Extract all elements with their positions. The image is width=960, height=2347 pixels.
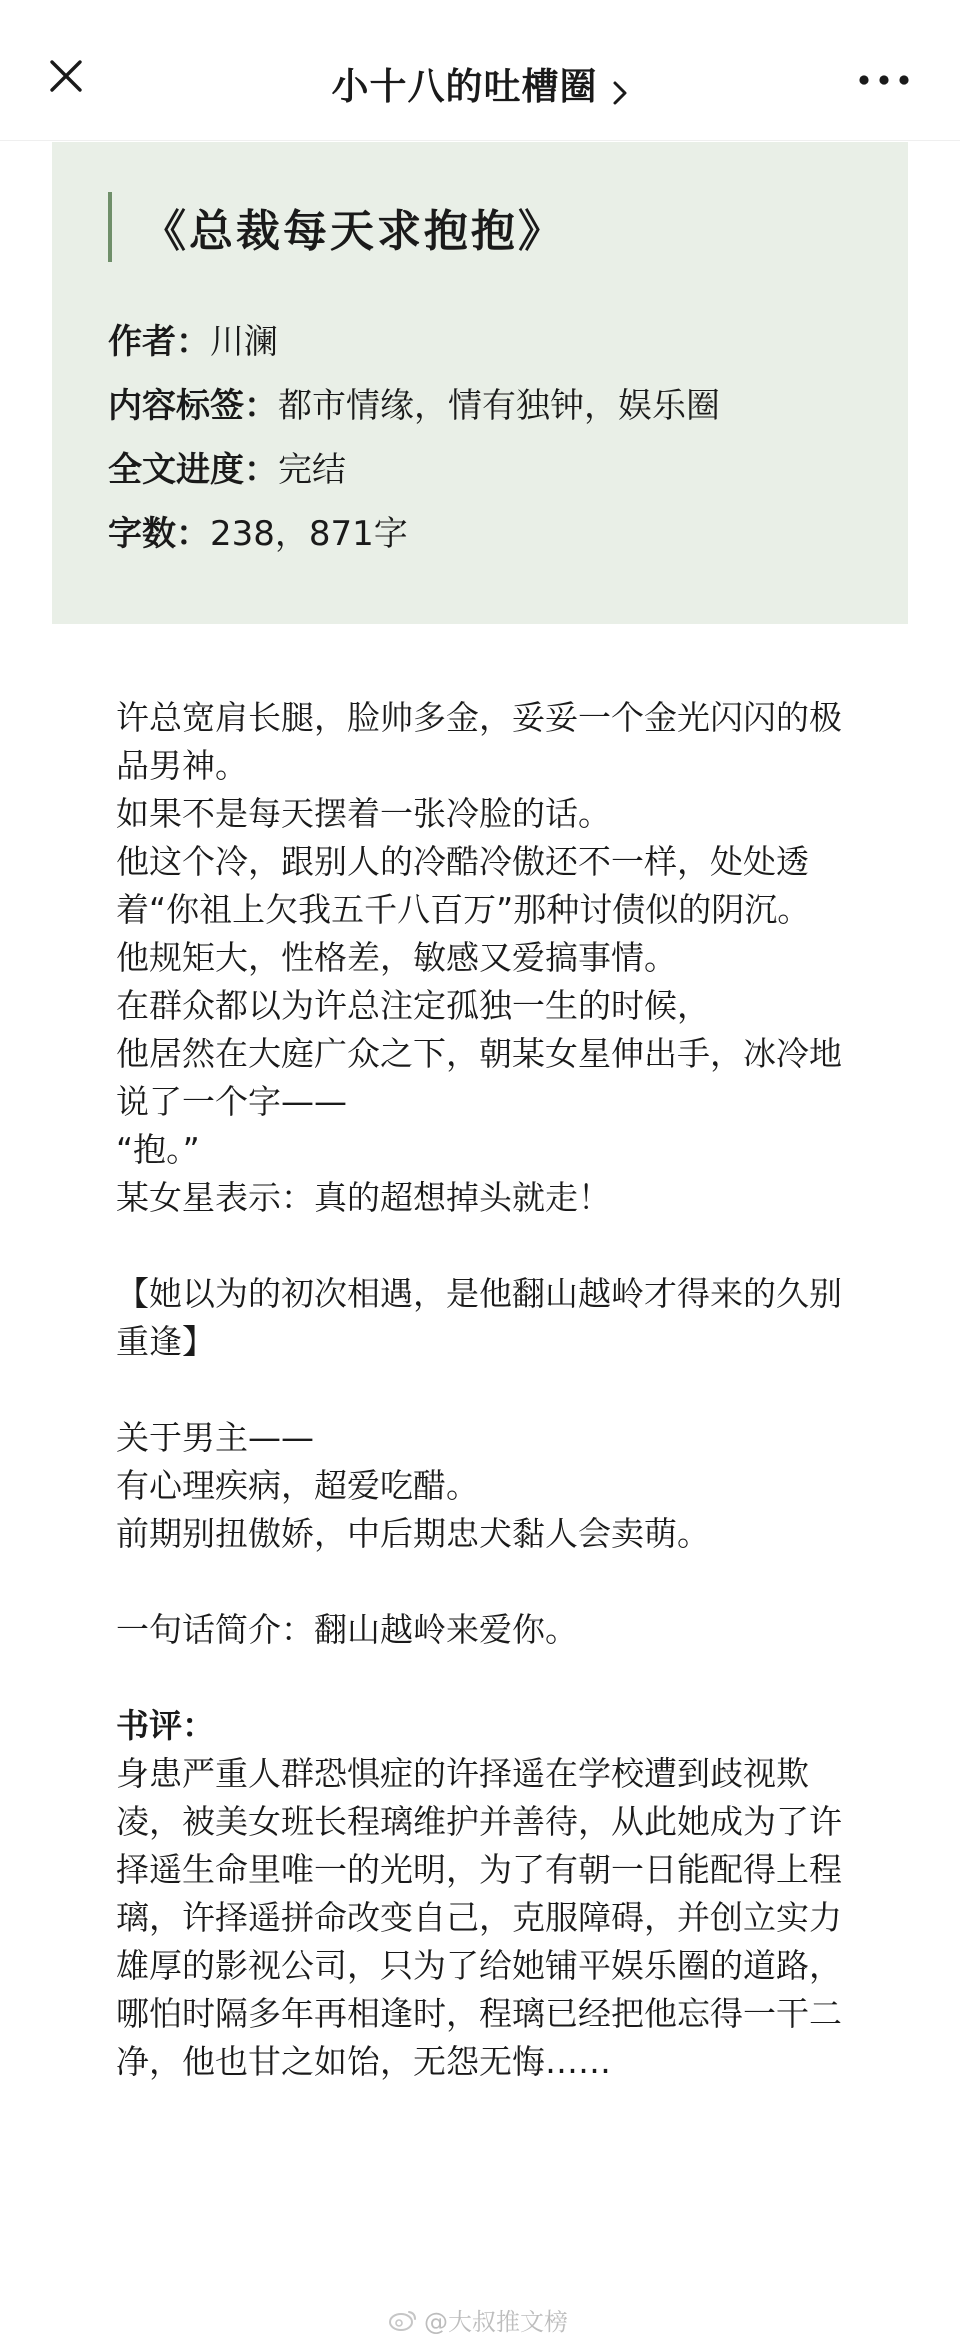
- highlight-quote: 【她以为的初次相遇，是他翻山越岭才得来的久别重逢】: [116, 1274, 842, 1361]
- title-accent-bar: [108, 192, 112, 262]
- book-info-card: [52, 142, 908, 624]
- paragraph: 有心理疾病，超爱吃醋。: [116, 1466, 479, 1505]
- spacer: [116, 1654, 856, 1702]
- paragraph: 许总宽肩长腿，脸帅多金，妥妥一个金光闪闪的极品男神。: [116, 698, 842, 785]
- meta-key: 作者：: [108, 322, 210, 362]
- book-title-row: [108, 192, 565, 262]
- paragraph: 某女星表示：真的超想掉头就走！: [116, 1178, 611, 1217]
- spacer: [116, 1366, 856, 1414]
- spacer: [116, 1558, 856, 1606]
- meta-value: 都市情缘，情有独钟，娱乐圈: [278, 386, 720, 426]
- chevron-right-icon: [611, 79, 629, 111]
- meta-value: 川澜: [210, 322, 278, 362]
- paragraph: 前期别扭傲娇，中后期忠犬黏人会卖萌。: [116, 1514, 710, 1553]
- meta-key: 全文进度：: [108, 450, 278, 490]
- paragraph: 他居然在大庭广众之下，朝某女星伸出手，冰冷地说了一个字——: [116, 1034, 842, 1121]
- meta-value: 238，871字: [210, 514, 408, 554]
- meta-word-count: [108, 502, 720, 566]
- review-label: 书评：: [116, 1706, 215, 1745]
- watermark-text: @大叔推文榜: [424, 2308, 568, 2336]
- account-title-link[interactable]: [0, 56, 960, 111]
- meta-value: 完结: [278, 450, 346, 490]
- book-title: 《总裁每天求抱抱》: [142, 206, 565, 257]
- weibo-icon: [388, 2308, 418, 2332]
- meta-key: 字数：: [108, 514, 210, 554]
- meta-key: 内容标签：: [108, 386, 278, 426]
- book-meta: [108, 310, 720, 566]
- paragraph: 关于男主——: [116, 1418, 314, 1457]
- more-button[interactable]: [856, 66, 912, 94]
- paragraph: 他规矩大，性格差，敏感又爱搞事情。: [116, 938, 677, 977]
- one-line-summary: 一句话简介：翻山越岭来爱你。: [116, 1610, 578, 1649]
- paragraph: 如果不是每天摆着一张冷脸的话。: [116, 794, 611, 833]
- more-icon: [856, 66, 912, 94]
- meta-tags: [108, 374, 720, 438]
- watermark: [388, 2302, 568, 2337]
- meta-author: [108, 310, 720, 374]
- spacer: [116, 1222, 856, 1270]
- paragraph: “抱。”: [116, 1130, 200, 1169]
- article-body: [116, 694, 856, 2086]
- paragraph: 他这个冷，跟别人的冷酷冷傲还不一样，处处透着“你祖上欠我五千八百万”那种讨债似的阴沉。: [116, 842, 811, 929]
- top-bar: [0, 0, 960, 141]
- review-text: 身患严重人群恐惧症的许择遥在学校遭到歧视欺凌，被美女班长程璃维护并善待，从此她成为了许择遥生命里唯一的光明，为了有朝一日能配得上程璃，许择遥拼命改变自己，克服障碍，并创立实力雄厚的影视公司，只为了给她铺平娱乐圈的道路，哪怕时隔多年再相逢时，程璃已经把他忘得一干二净，他也甘之如饴，无怨无悔……: [116, 1754, 842, 2081]
- meta-progress: [108, 438, 720, 502]
- page-title: 小十八的吐槽圈: [331, 65, 598, 108]
- paragraph: 在群众都以为许总注定孤独一生的时候，: [116, 986, 710, 1025]
